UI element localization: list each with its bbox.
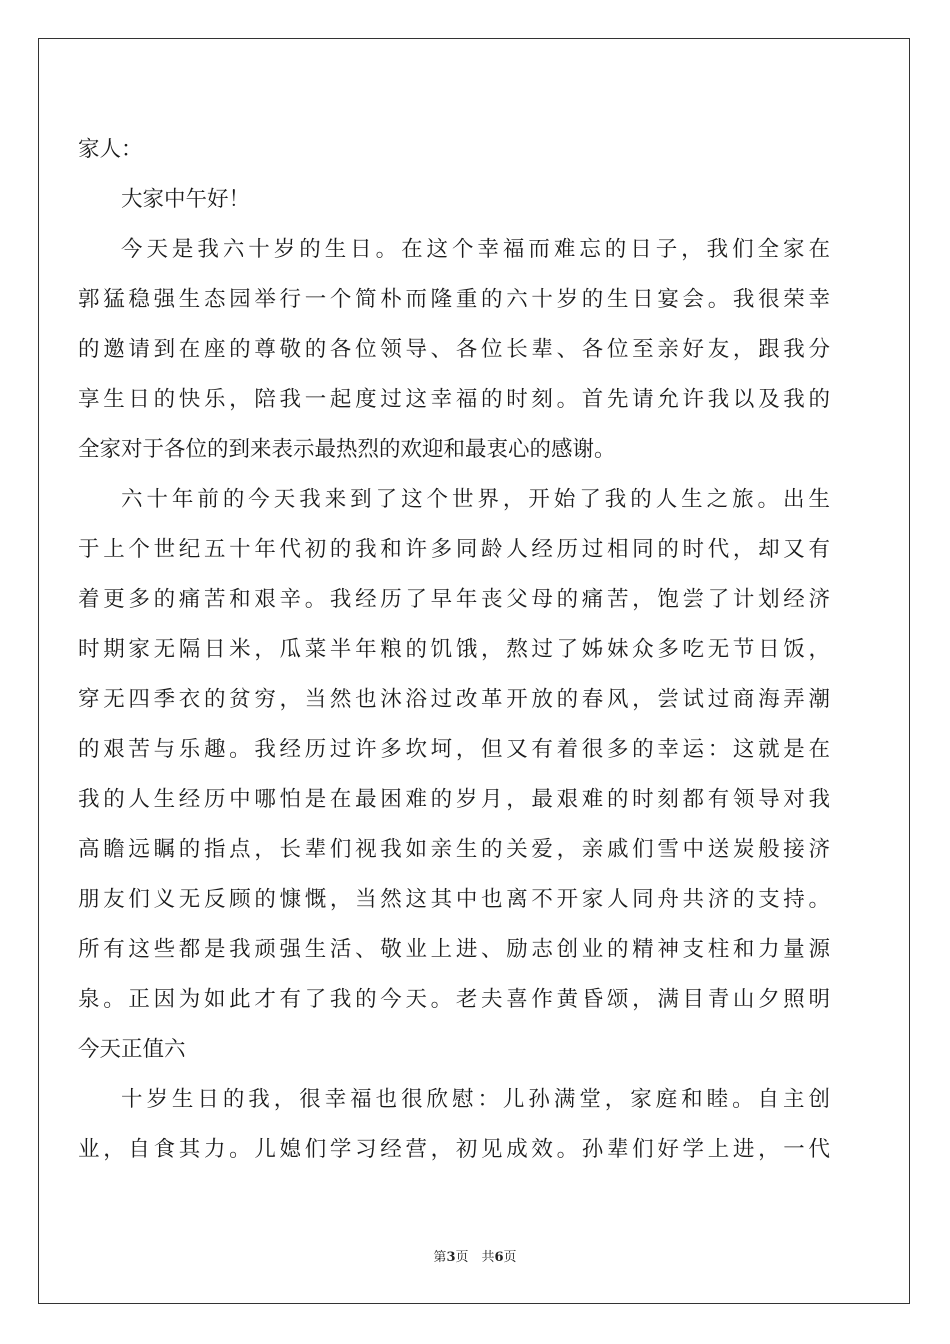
- text-line: 今天是我六十岁的生日。在这个幸福而难忘的日子，我们全家在: [121, 237, 830, 262]
- page-prefix: 第: [433, 1250, 447, 1265]
- page-footer: [0, 1246, 950, 1265]
- text-line: 今天正值六: [78, 1037, 186, 1062]
- text-line: 我的人生经历中哪怕是在最困难的岁月，最艰难的时刻都有领导对我: [78, 787, 830, 812]
- text-line: 泉。正因为如此才有了我的今天。老夫喜作黄昏颂，满目青山夕照明: [78, 987, 830, 1012]
- text-line: 的艰苦与乐趣。我经历过许多坎坷，但又有着很多的幸运：这就是在: [78, 737, 830, 762]
- total-page-count: 6: [494, 1250, 504, 1265]
- salutation: 家人：: [78, 137, 143, 162]
- text-line: 十岁生日的我，很幸福也很欣慰：儿孙满堂，家庭和睦。自主创: [121, 1087, 830, 1112]
- greeting: 大家中午好！: [121, 187, 251, 212]
- text-line: 六十年前的今天我来到了这个世界，开始了我的人生之旅。出生: [121, 487, 830, 512]
- text-line: 穿无四季衣的贫穷，当然也沐浴过改革开放的春风，尝试过商海弄潮: [78, 687, 830, 712]
- text-line: 高瞻远瞩的指点，长辈们视我如亲生的关爱，亲戚们雪中送炭般接济: [78, 837, 830, 862]
- text-line: 着更多的痛苦和艰辛。我经历了早年丧父母的痛苦，饱尝了计划经济: [78, 587, 830, 612]
- text-line: 享生日的快乐，陪我一起度过这幸福的时刻。首先请允许我以及我的: [78, 387, 830, 412]
- text-line: 全家对于各位的到来表示最热烈的欢迎和最衷心的感谢。: [78, 437, 616, 462]
- text-line: 的邀请到在座的尊敬的各位领导、各位长辈、各位至亲好友，跟我分: [78, 337, 830, 362]
- page-border: [38, 38, 910, 1304]
- text-line: 时期家无隔日米，瓜菜半年粮的饥饿，熬过了姊妹众多吃无节日饭，: [78, 637, 830, 662]
- text-line: 朋友们义无反顾的慷慨，当然这其中也离不开家人同舟共济的支持。: [78, 887, 830, 912]
- page-suffix: 页: [503, 1250, 517, 1265]
- current-page-number: 3: [446, 1250, 456, 1265]
- text-line: 所有这些都是我顽强生活、敬业上进、励志创业的精神支柱和力量源: [78, 937, 830, 962]
- text-line: 于上个世纪五十年代初的我和许多同龄人经历过相同的时代，却又有: [78, 537, 830, 562]
- text-line: 业，自食其力。儿媳们学习经营，初见成效。孙辈们好学上进，一代: [78, 1137, 830, 1162]
- text-line: 郭猛稳强生态园举行一个简朴而隆重的六十岁的生日宴会。我很荣幸: [78, 287, 830, 312]
- page-mid: 页 共: [455, 1250, 495, 1265]
